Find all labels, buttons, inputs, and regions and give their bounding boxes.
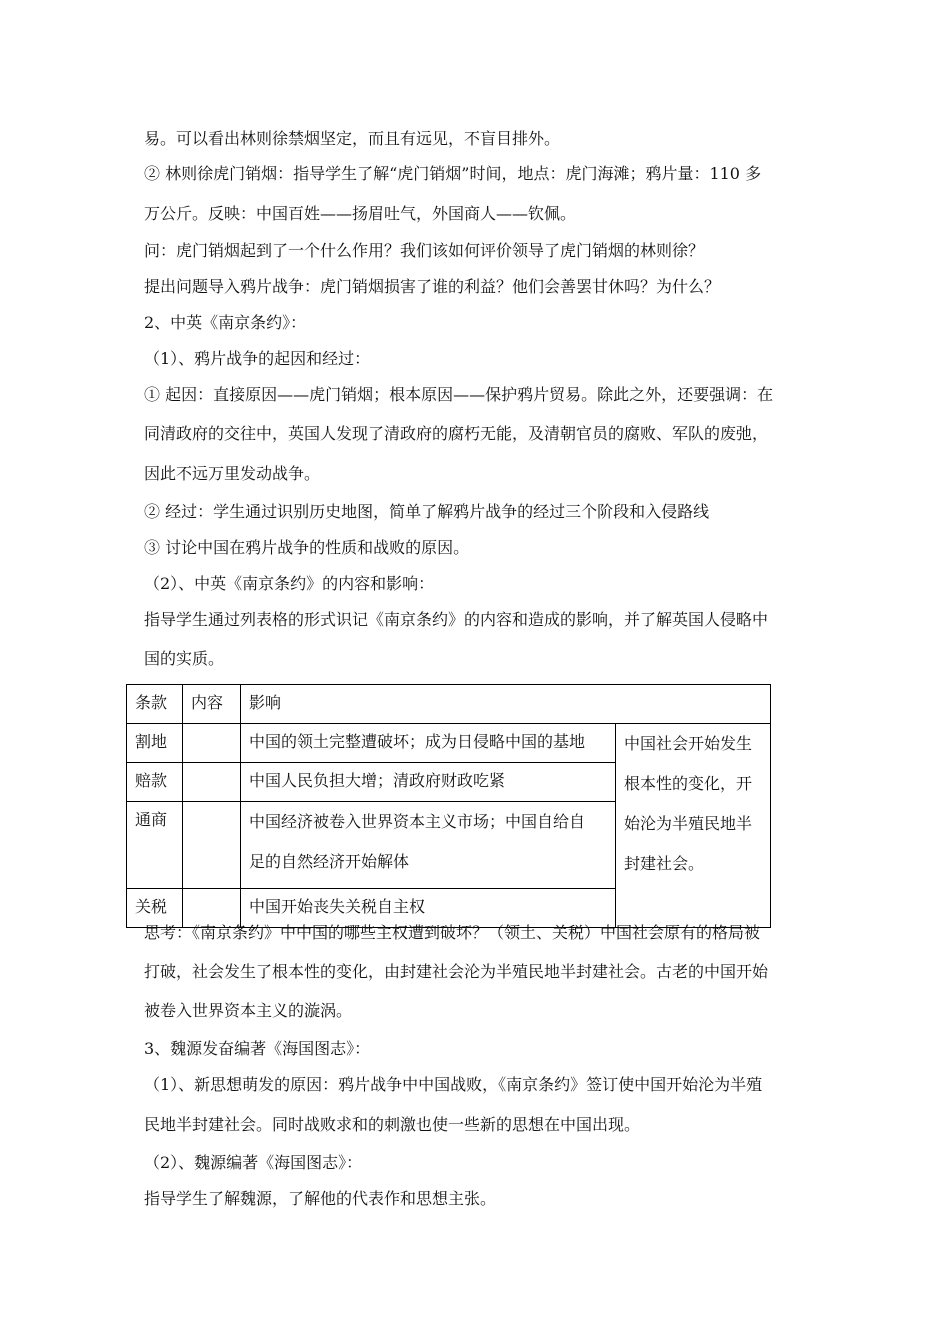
paragraph-line: ③ 讨论中国在鸦片战争的性质和战败的原因。 <box>144 538 470 557</box>
term-cell: 赔款 <box>127 763 183 802</box>
summary-line: 根本性的变化，开 <box>624 774 753 793</box>
section-heading: 2、中英《南京条约》： <box>144 313 307 332</box>
paragraph-line: ② 林则徐虎门销烟：指导学生了解“虎门销烟”时间，地点：虎门海滩；鸦片量：110 多 <box>144 164 762 183</box>
subsection-heading: （2）、中英《南京条约》的内容和影响： <box>144 574 435 593</box>
paragraph-line: 因此不远万里发动战争。 <box>144 464 321 483</box>
subsection-heading: （2）、魏源编著《海国图志》： <box>144 1153 363 1172</box>
paragraph-line: ② 经过：学生通过识别历史地图，简单了解鸦片战争的经过三个阶段和入侵路线 <box>144 502 710 521</box>
paragraph-line: 被卷入世界资本主义的漩涡。 <box>144 1001 353 1020</box>
section-heading: 3、魏源发奋编著《海国图志》： <box>144 1039 371 1058</box>
term-cell: 割地 <box>127 724 183 763</box>
impact-line: 足的自然经济开始解体 <box>249 852 410 871</box>
paragraph-line: 指导学生了解魏源，了解他的代表作和思想主张。 <box>144 1189 497 1208</box>
summary-cell <box>616 724 771 928</box>
term-cell: 通商 <box>127 802 183 889</box>
content-cell <box>183 889 241 928</box>
paragraph-line: （1）、新思想萌发的原因：鸦片战争中中国战败，《南京条约》签订使中国开始沦为半殖 <box>144 1075 763 1094</box>
content-cell <box>183 802 241 889</box>
header-cell-content: 内容 <box>183 685 241 724</box>
impact-cell: 中国人民负担大增；清政府财政吃紧 <box>241 763 616 802</box>
paragraph-line: 提出问题导入鸦片战争：虎门销烟损害了谁的利益？他们会善罢甘休吗？为什么？ <box>144 277 721 296</box>
paragraph-line: 万公斤。反映：中国百姓——扬眉吐气，外国商人——钦佩。 <box>144 204 577 223</box>
impact-line: 中国经济被卷入世界资本主义市场；中国自给自 <box>249 812 586 831</box>
paragraph-line: 思考：《南京条约》中中国的哪些主权遭到破坏？（领土、关税）中国社会原有的格局被 <box>144 923 761 942</box>
subsection-heading: （1）、鸦片战争的起因和经过： <box>144 349 371 368</box>
table-row <box>127 724 771 763</box>
summary-line: 封建社会。 <box>624 854 705 873</box>
term-cell: 关税 <box>127 889 183 928</box>
content-cell <box>183 763 241 802</box>
content-cell <box>183 724 241 763</box>
impact-cell <box>241 802 616 889</box>
paragraph-line: ① 起因：直接原因——虎门销烟；根本原因——保护鸦片贸易。除此之外，还要强调：在 <box>144 385 774 404</box>
impact-cell: 中国的领土完整遭破坏；成为日侵略中国的基地 <box>241 724 616 763</box>
header-cell-impact: 影响 <box>241 685 771 724</box>
table-header-row <box>127 685 771 724</box>
paragraph-line: 打破，社会发生了根本性的变化，由封建社会沦为半殖民地半封建社会。古老的中国开始 <box>144 962 769 981</box>
paragraph-line: 国的实质。 <box>144 649 225 668</box>
paragraph-line: 指导学生通过列表格的形式识记《南京条约》的内容和造成的影响，并了解英国人侵略中 <box>144 610 769 629</box>
treaty-table <box>126 684 771 928</box>
header-cell-term: 条款 <box>127 685 183 724</box>
paragraph-line: 同清政府的交往中，英国人发现了清政府的腐朽无能，及清朝官员的腐败、军队的废弛， <box>144 424 769 443</box>
paragraph-line: 民地半封建社会。同时战败求和的刺激也使一些新的思想在中国出现。 <box>144 1115 641 1134</box>
summary-line: 始沦为半殖民地半 <box>624 814 753 833</box>
summary-line: 中国社会开始发生 <box>624 734 753 753</box>
paragraph-line: 易。可以看出林则徐禁烟坚定，而且有远见，不盲目排外。 <box>144 129 561 148</box>
impact-cell: 中国开始丧失关税自主权 <box>241 889 616 928</box>
paragraph-line: 问：虎门销烟起到了一个什么作用？我们该如何评价领导了虎门销烟的林则徐？ <box>144 241 705 260</box>
